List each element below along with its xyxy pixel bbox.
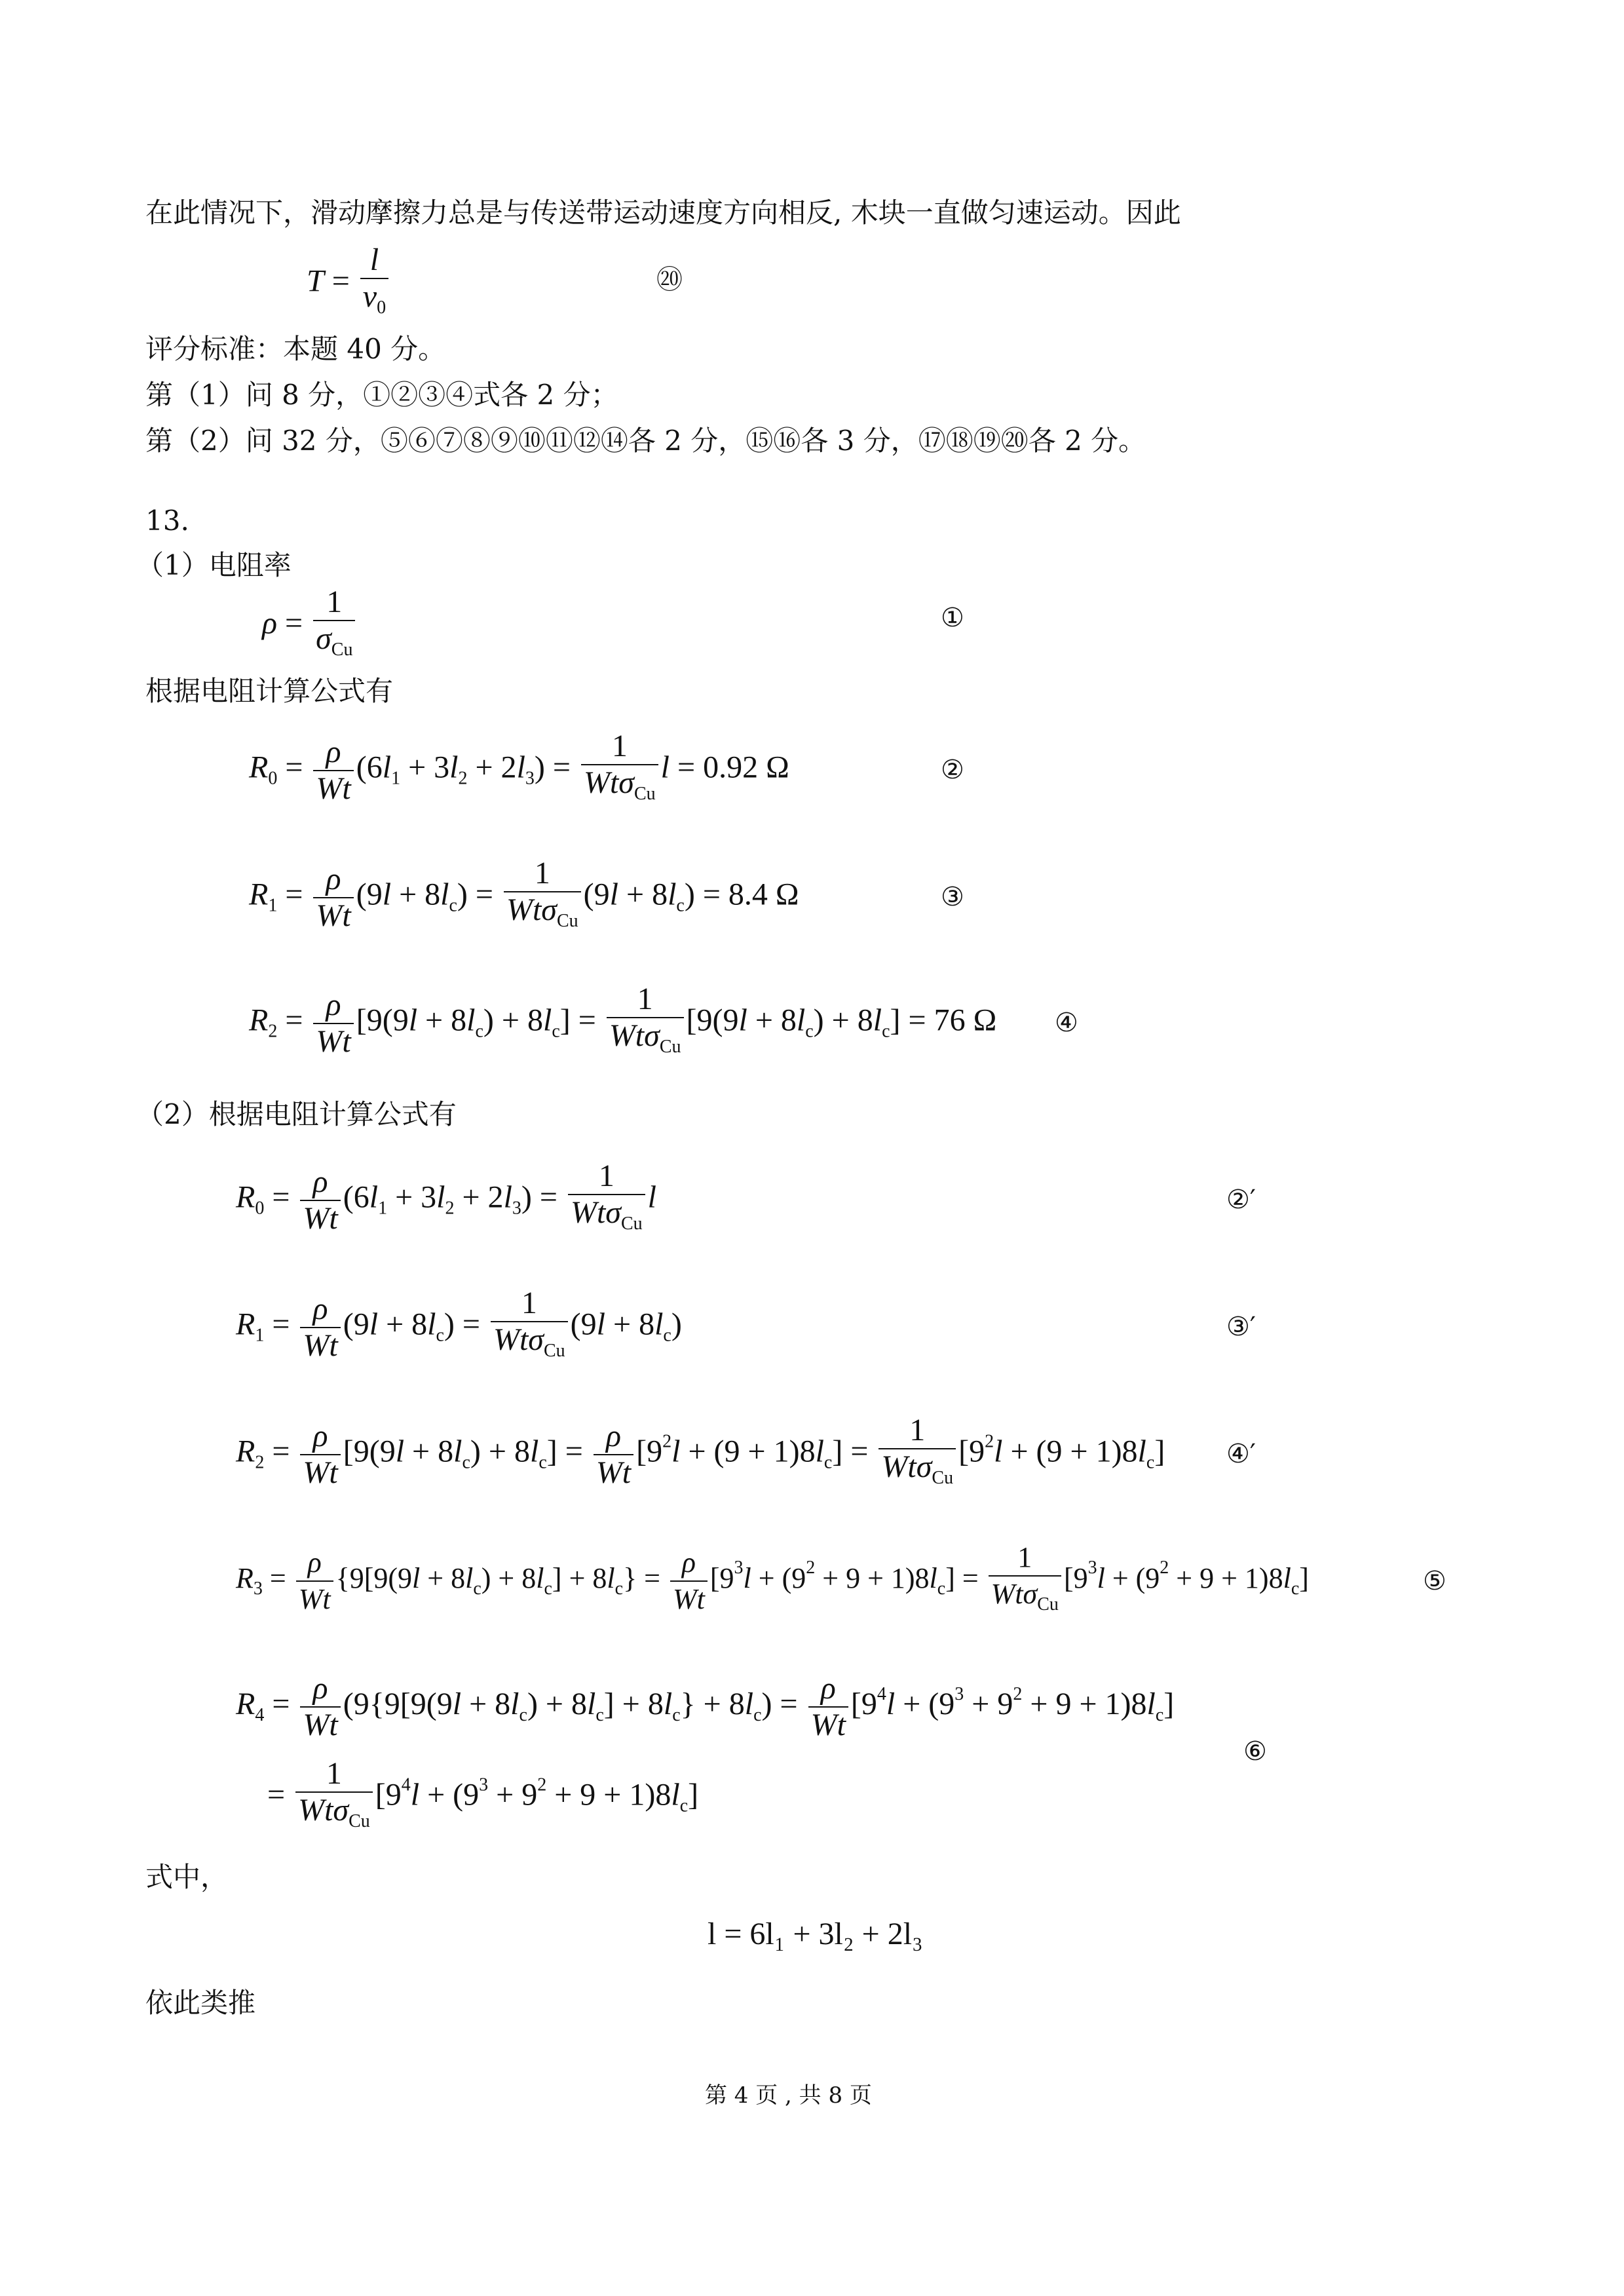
analogy-text: 依此类推: [145, 1987, 256, 2019]
equation-5: $R_3$ = $\frac{\rho}{Wt}$ $\{9[9(9l + 8l_c) + 8l_c] + 8l_c\}$ = $\frac{\rho}{Wt}$ $[9^3l + (9^2 + 9 + 1)8l_c]$ = $\frac{1}{Wt\sigma_{Cu}}$ $[9^3l + (9^2 + 9 + 1)8l_c]$: [236, 1541, 1309, 1615]
where-label: 式中，: [145, 1861, 229, 1893]
equation-marker-1: ①: [941, 603, 964, 633]
where-equation: l = 6l₁ + 3l₂ + 2l₃: [708, 1917, 923, 1951]
part2-heading: （2）根据电阻计算公式有: [136, 1098, 457, 1130]
equation-marker-4: ④: [1055, 1008, 1078, 1038]
scoring-part2: 第（2）问 32 分，⑤⑥⑦⑧⑨⑩⑪⑫⑭各 2 分，⑮⑯各 3 分，⑰⑱⑲⑳各 2 分。: [145, 425, 1146, 457]
equation-2-prime: $R_0$ = $\frac{\rho}{Wt}$ $(6l_1 + 3l_2 + 2l_3)$ = $\frac{1}{Wt\sigma_{Cu}}$ l: [236, 1158, 656, 1236]
equation-rho: ρ = $\frac{1}{\sigma_{Cu}}$: [262, 584, 358, 668]
calc-intro: 根据电阻计算公式有: [145, 675, 394, 707]
equation-3: $R_1$ = $\frac{\rho}{Wt}$ $(9l + 8l_c)$ = $\frac{1}{Wt\sigma_{Cu}}$ $(9l + 8l_c) = 8.4$ Ω: [249, 856, 799, 933]
equation-2: $R_0$ = $\frac{\rho}{Wt}$ $(6l_1 + 3l_2 + 2l_3)$ = $\frac{1}{Wt\sigma_{Cu}}$ l = 0.92 Ω: [249, 729, 789, 806]
equation-6-line1: $R_4$ = $\frac{\rho}{Wt}$ $(9\{9[9(9l + 8l_c) + 8l_c] + 8l_c\} + 8l_c)$ = $\frac{\rho}{Wt}$ $[9^4l + (9^3 + 9^2 + 9 + 1)8l_c]$: [236, 1671, 1175, 1742]
scoring-title: 评分标准：本题 40 分。: [145, 333, 446, 365]
paragraph-belt: 在此情况下，滑动摩擦力总是与传送带运动速度方向相反, 木块一直做匀速运动。因此: [145, 197, 1181, 229]
equation-2-result: = 0.92 Ω: [677, 750, 789, 785]
equation-4: $R_2$ = $\frac{\rho}{Wt}$ $[9(9l + 8l_c) + 8l_c]$ = $\frac{1}{Wt\sigma_{Cu}}$ $[9(9l + 8l_c) + 8l_c] = 76$ Ω: [249, 982, 997, 1059]
equation-marker-6: ⑥: [1243, 1736, 1267, 1767]
equation-marker-20: ⑳: [656, 265, 683, 295]
part1-heading: （1）电阻率: [136, 549, 292, 581]
page-footer: 第 4 页 , 共 8 页: [705, 2082, 872, 2109]
problem-number: 13.: [145, 505, 189, 537]
equation-20: T = $\frac{l}{v_0}$: [307, 242, 391, 326]
equation-4-prime: $R_2$ = $\frac{\rho}{Wt}$ $[9(9l + 8l_c) + 8l_c]$ = $\frac{\rho}{Wt}$ $[9^2l + (9 + 1)8l_c]$ = $\frac{1}{Wt\sigma_{Cu}}$ $[9^2l + (9 + 1)8l_c]$: [236, 1413, 1165, 1490]
equation-marker-3-prime: ③′: [1226, 1312, 1256, 1342]
equation-marker-3: ③: [941, 882, 964, 912]
equation-marker-5: ⑤: [1423, 1566, 1446, 1596]
equation-marker-2-prime: ②′: [1226, 1185, 1256, 1215]
equation-4-result: = 76 Ω: [908, 1003, 997, 1038]
equation-3-result: = 8.4 Ω: [702, 877, 799, 912]
equation-marker-4-prime: ④′: [1226, 1439, 1256, 1469]
equation-6-line2: = $\frac{1}{Wt\sigma_{Cu}}$ $[9^4l + (9^3 + 9^2 + 9 + 1)8l_c]$: [267, 1756, 699, 1831]
equation-marker-2: ②: [941, 755, 964, 785]
scoring-part1: 第（1）问 8 分，①②③④式各 2 分；: [145, 379, 618, 411]
equation-3-prime: $R_1$ = $\frac{\rho}{Wt}$ $(9l + 8l_c)$ = $\frac{1}{Wt\sigma_{Cu}}$ $(9l + 8l_c)$: [236, 1286, 682, 1363]
